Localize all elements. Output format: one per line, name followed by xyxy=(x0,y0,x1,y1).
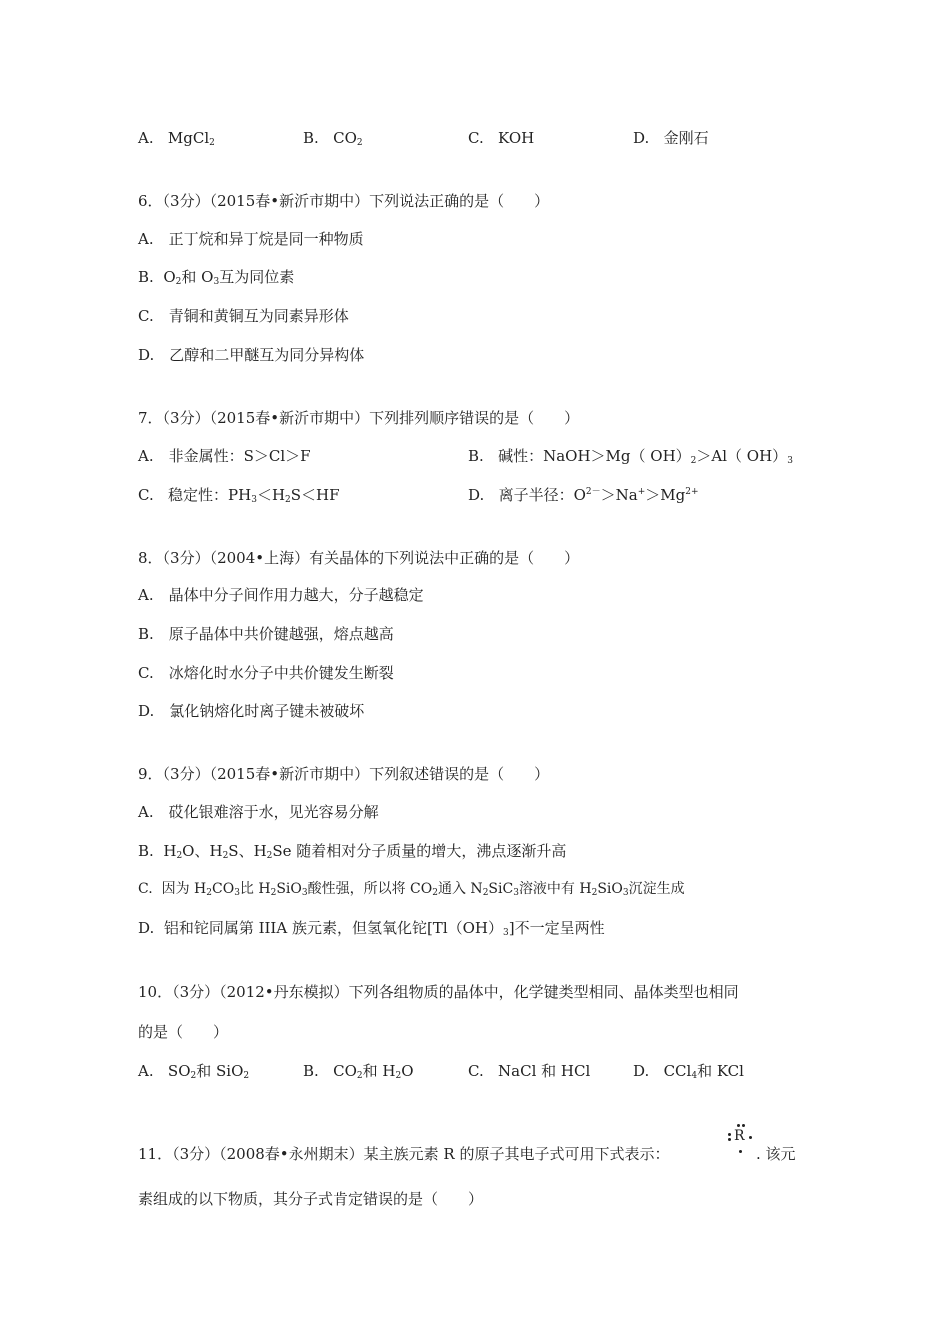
q7-option-c: C. 稳定性：$PH_3<H_2S<HF$ xyxy=(138,486,340,505)
q5-option-a: A. MgCl$_2$ xyxy=(138,129,215,148)
q5-option-c: C. KOH xyxy=(468,129,535,147)
q11-stem-line1a: 11．（3分）（2008春•永州期末）某主族元素 R 的原子其电子式可用下式表示： xyxy=(138,1145,670,1163)
q11-stem-line1b: . 该元 xyxy=(756,1145,796,1163)
q9-option-a: A. 砹化银难溶于水，见光容易分解 xyxy=(138,803,379,821)
q9-option-d: D. 铝和铊同属第 IIIA 族元素，但氢氧化铊$[Tl(OH)_3]$不一定呈两性 xyxy=(138,919,605,938)
electron-dot xyxy=(728,1133,731,1136)
q8-option-a: A. 晶体中分子间作用力越大，分子越稳定 xyxy=(138,586,424,604)
q10-option-a: A. $SO_2$和 SiO$_2$ xyxy=(138,1062,250,1081)
electron-dot xyxy=(742,1124,745,1127)
q6-option-a: A. 正丁烷和异丁烷是同一种物质 xyxy=(138,230,364,248)
element-symbol: R xyxy=(734,1128,745,1144)
q7-stem: 7．（3分）（2015春•新沂市期中）下列排列顺序错误的是（ ） xyxy=(138,409,580,427)
q9-stem: 9．（3分）（2015春•新沂市期中）下列叙述错误的是（ ） xyxy=(138,765,550,783)
electron-dot xyxy=(739,1150,742,1153)
q6-stem: 6．（3分）（2015春•新沂市期中）下列说法正确的是（ ） xyxy=(138,192,550,210)
q8-stem: 8．（3分）（2004•上海）有关晶体的下列说法中正确的是（ ） xyxy=(138,549,580,567)
q9-option-c: C. 因为 $H_2CO_3$比 $H_2SiO_3$酸性强，所以将 $CO_2$通入 $N_2SiC_3$溶液中有 $H_2SiO_3$沉淀生成 xyxy=(138,881,685,898)
q10-option-c: C. NaCl 和 HCl xyxy=(468,1062,591,1080)
electron-dot xyxy=(737,1124,740,1127)
q8-option-b: B. 原子晶体中共价键越强，熔点越高 xyxy=(138,625,394,643)
q7-option-b: B. 碱性：NaOH＞Mg（ $OH)_2>Al$（ $OH)_3$ xyxy=(468,447,793,466)
electron-dot-structure xyxy=(725,1124,755,1160)
q10-option-b: B. $CO_2$和 $H_2O$ xyxy=(303,1062,414,1081)
q8-option-d: D. 氯化钠熔化时离子键未被破坏 xyxy=(138,702,365,720)
q9-option-b: B. $H_2O$、$H_2S$、$H_2Se$ 随着相对分子质量的增大，沸点逐渐升高 xyxy=(138,842,567,861)
electron-dot xyxy=(728,1138,731,1141)
q7-option-a: A. 非金属性：S＞Cl＞F xyxy=(138,447,311,465)
q7-option-d: D. 离子半径：$O^{2-}>Na^+>Mg^{2+}$ xyxy=(468,486,699,504)
electron-dot xyxy=(749,1136,752,1139)
q6-option-b: B. $O_2$和 $O_3$互为同位素 xyxy=(138,268,295,287)
q5-option-d: D. 金刚石 xyxy=(633,129,709,147)
q10-stem-line1: 10．（3分）（2012•丹东模拟）下列各组物质的晶体中，化学键类型相同、晶体类型也相同 xyxy=(138,983,739,1001)
q6-option-d: D. 乙醇和二甲醚互为同分异构体 xyxy=(138,346,365,364)
q10-option-d: D. CCl$_4$和 KCl xyxy=(633,1062,744,1081)
q10-stem-line2: 的是（ ） xyxy=(138,1023,229,1041)
q5-option-b: B. $CO_2$ xyxy=(303,129,363,148)
q11-stem-line2: 素组成的以下物质，其分子式肯定错误的是（ ） xyxy=(138,1190,484,1208)
q8-option-c: C. 冰熔化时水分子中共价键发生断裂 xyxy=(138,664,394,682)
q6-option-c: C. 青铜和黄铜互为同素异形体 xyxy=(138,307,349,325)
